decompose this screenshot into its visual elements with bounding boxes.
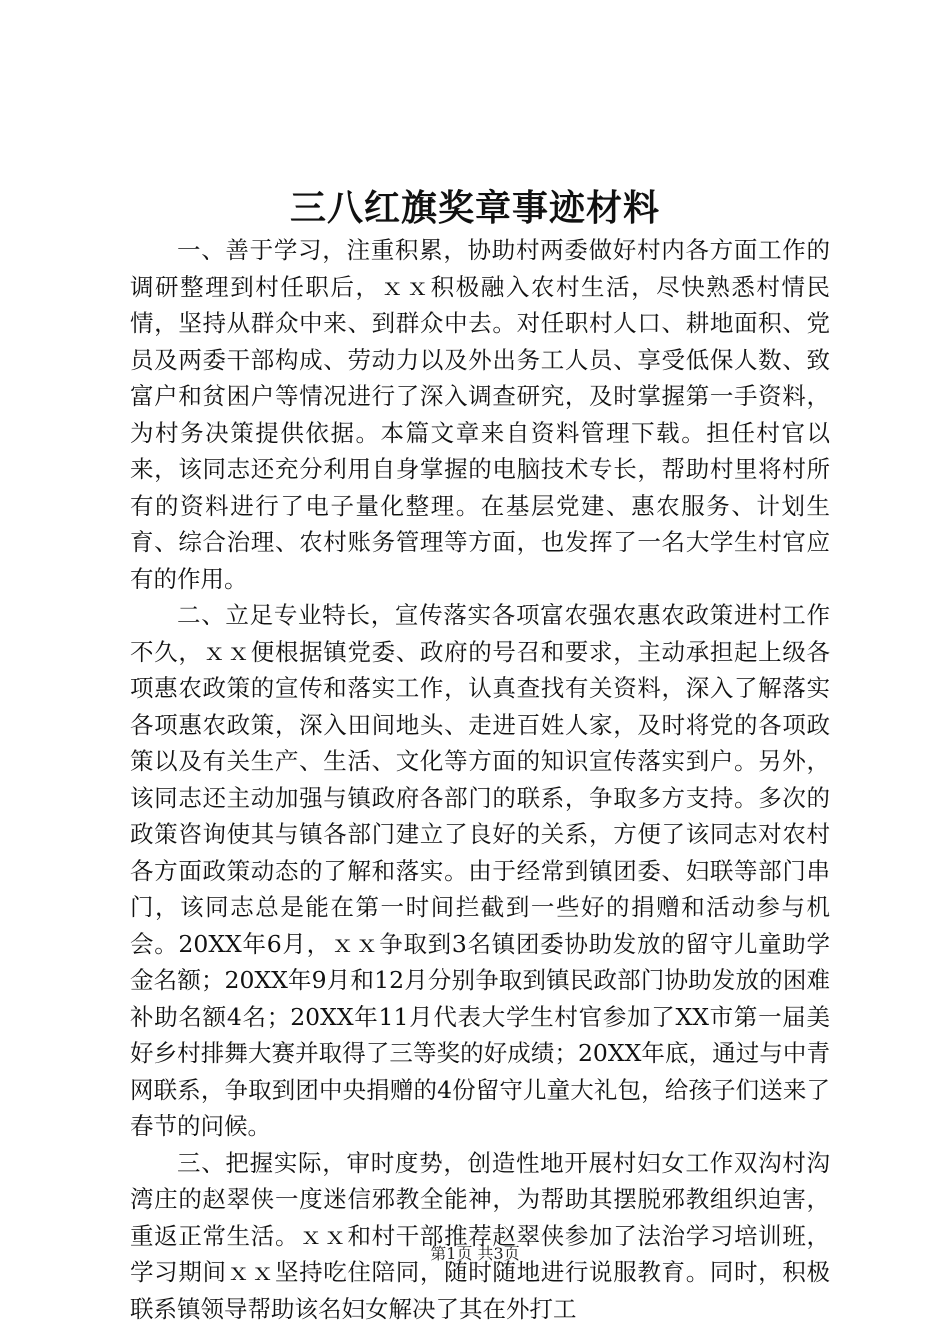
page-title: 三八红旗奖章事迹材料 (289, 187, 660, 229)
page-number: 第1页 共3页 (430, 1244, 520, 1263)
paragraph-3: 三、把握实际，审时度势，创造性地开展村妇女工作双沟村沟湾庄的赵翠侠一度迷信邪教全能神，为帮助其摆脱邪教组织迫害，重返正常生活。ｘｘ和村干部推荐赵翠侠参加了法治学习培训班，学习期间ｘｘ坚持吃住陪同，随时随地进行说服教育。同时，积极联系镇领导帮助该名妇女解决了其在外打工 (130, 1148, 830, 1323)
paragraph-2: 二、立足专业特长，宣传落实各项富农强农惠农政策进村工作不久，ｘｘ便根据镇党委、政府的号召和要求，主动承担起上级各项惠农政策的宣传和落实工作，认真查找有关资料，深入了解落实各项惠农政策，深入田间地头、走进百姓人家，及时将党的各项政策以及有关生产、生活、文化等方面的知识宣传落实到户。另外，该同志还主动加强与镇政府各部门的联系，争取多方支持。多次的政策咨询使其与镇各部门建立了良好的关系，方便了该同志对农村各方面政策动态的了解和落实。由于经常到镇团委、妇联等部门串门，该同志总是能在第一时间拦截到一些好的捐赠和活动参与机会。20XX年6月，ｘｘ争取到3名镇团委协助发放的留守儿童助学金名额；20XX年9月和12月分别争取到镇民政部门协助发放的困难补助名额4名；20XX年11月代表大学生村官参加了XX市第一届美好乡村排舞大赛并取得了三等奖的好成绩；20XX年底，通过与中青网联系，争取到团中央捐赠的4份留守儿童大礼包，给孩子们送来了春节的问候。 (130, 601, 830, 1140)
document-body (130, 232, 830, 1327)
paragraph-1: 一、善于学习，注重积累，协助村两委做好村内各方面工作的调研整理到村任职后，ｘｘ积极融入农村生活，尽快熟悉村情民情，坚持从群众中来、到群众中去。对任职村人口、耕地面积、党员及两委干部构成、劳动力以及外出务工人员、享受低保人数、致富户和贫困户等情况进行了深入调查研究，及时掌握第一手资料，为村务决策提供依据。本篇文章来自资料管理下载。担任村官以来，该同志还充分利用自身掌握的电脑技术专长，帮助村里将村所有的资料进行了电子量化整理。在基层党建、惠农服务、计划生育、综合治理、农村账务管理等方面，也发挥了一名大学生村官应有的作用。 (130, 236, 830, 593)
